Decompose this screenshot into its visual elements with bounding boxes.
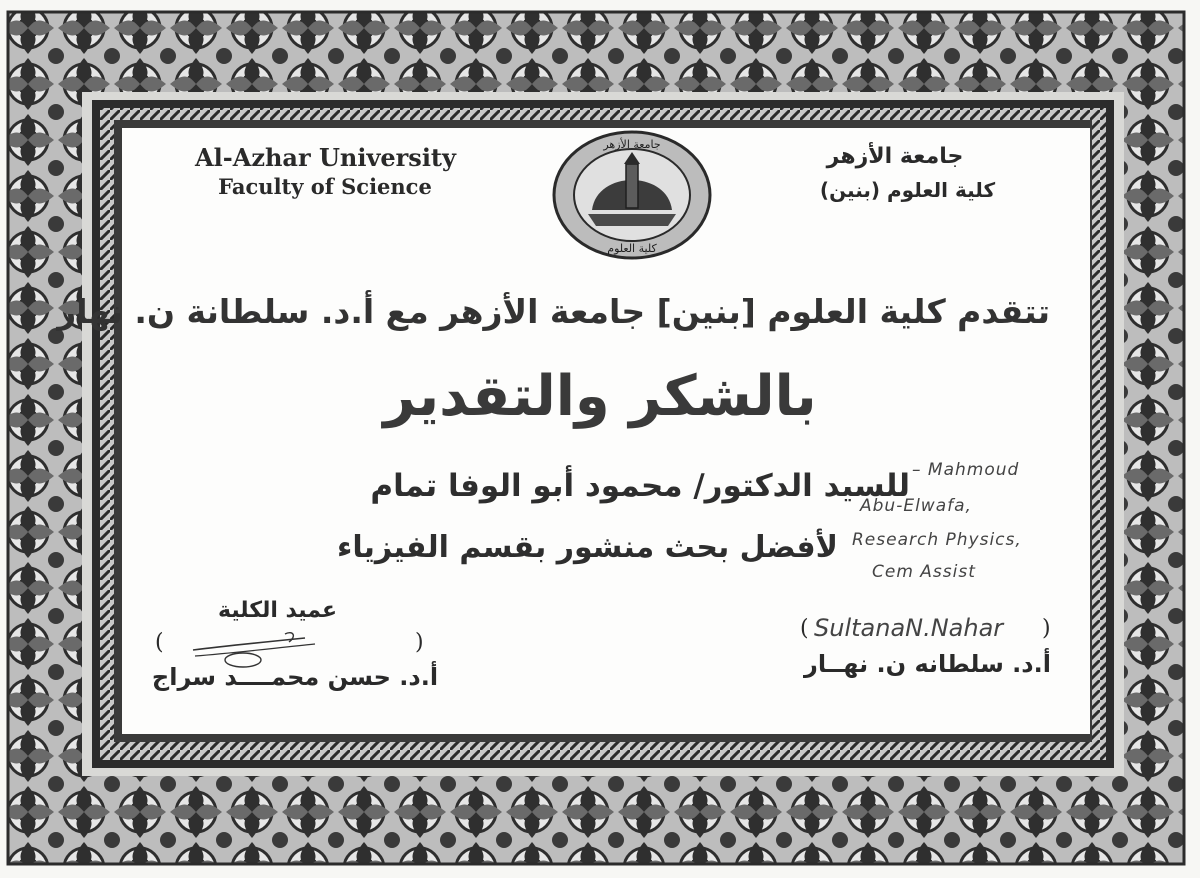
dean-title: عميد الكلية: [217, 598, 338, 623]
handwritten-note-line2: Abu-Elwafa,: [860, 496, 972, 516]
author-signature: SultanaN.Nahar: [814, 614, 1004, 642]
recipient-line: للسيد الدكتور/ محمود أبو الوفا تمام: [370, 468, 910, 504]
faculty-name-ar: كلية العلوم (بنين): [819, 178, 996, 202]
seal-text-top: جامعة الأزهر: [603, 138, 661, 151]
university-name-ar: جامعة الأزهر: [826, 144, 964, 169]
handwritten-note-line3: Research Physics,: [852, 530, 1022, 550]
author-name: أ.د. سلطانه ن. نهــار: [804, 650, 1051, 678]
handwritten-note-line4: Cem Assist: [872, 562, 976, 582]
author-paren-open: (: [800, 616, 809, 641]
intro-line: تتقدم كلية العلوم [بنين] جامعة الأزهر مع أ.د. سلطانة ن. نهار: [57, 292, 1050, 331]
certificate-title: بالشكر والتقدير: [383, 364, 817, 429]
dean-paren-close: ): [415, 630, 424, 655]
faculty-name-en: Faculty of Science: [218, 174, 432, 199]
dean-name: أ.د. حسن محمــــد سراج: [151, 663, 439, 691]
seal-text-bottom: كلية العلوم: [607, 242, 657, 255]
author-paren-close: ): [1042, 616, 1051, 641]
handwritten-note-line1: – Mahmoud: [912, 460, 1020, 480]
university-name-en: Al-Azhar University: [195, 143, 456, 172]
reason-line: لأفضل بحث منشور بقسم الفيزياء: [337, 530, 838, 565]
dean-paren-open: (: [155, 630, 164, 655]
university-seal-icon: [552, 130, 712, 260]
